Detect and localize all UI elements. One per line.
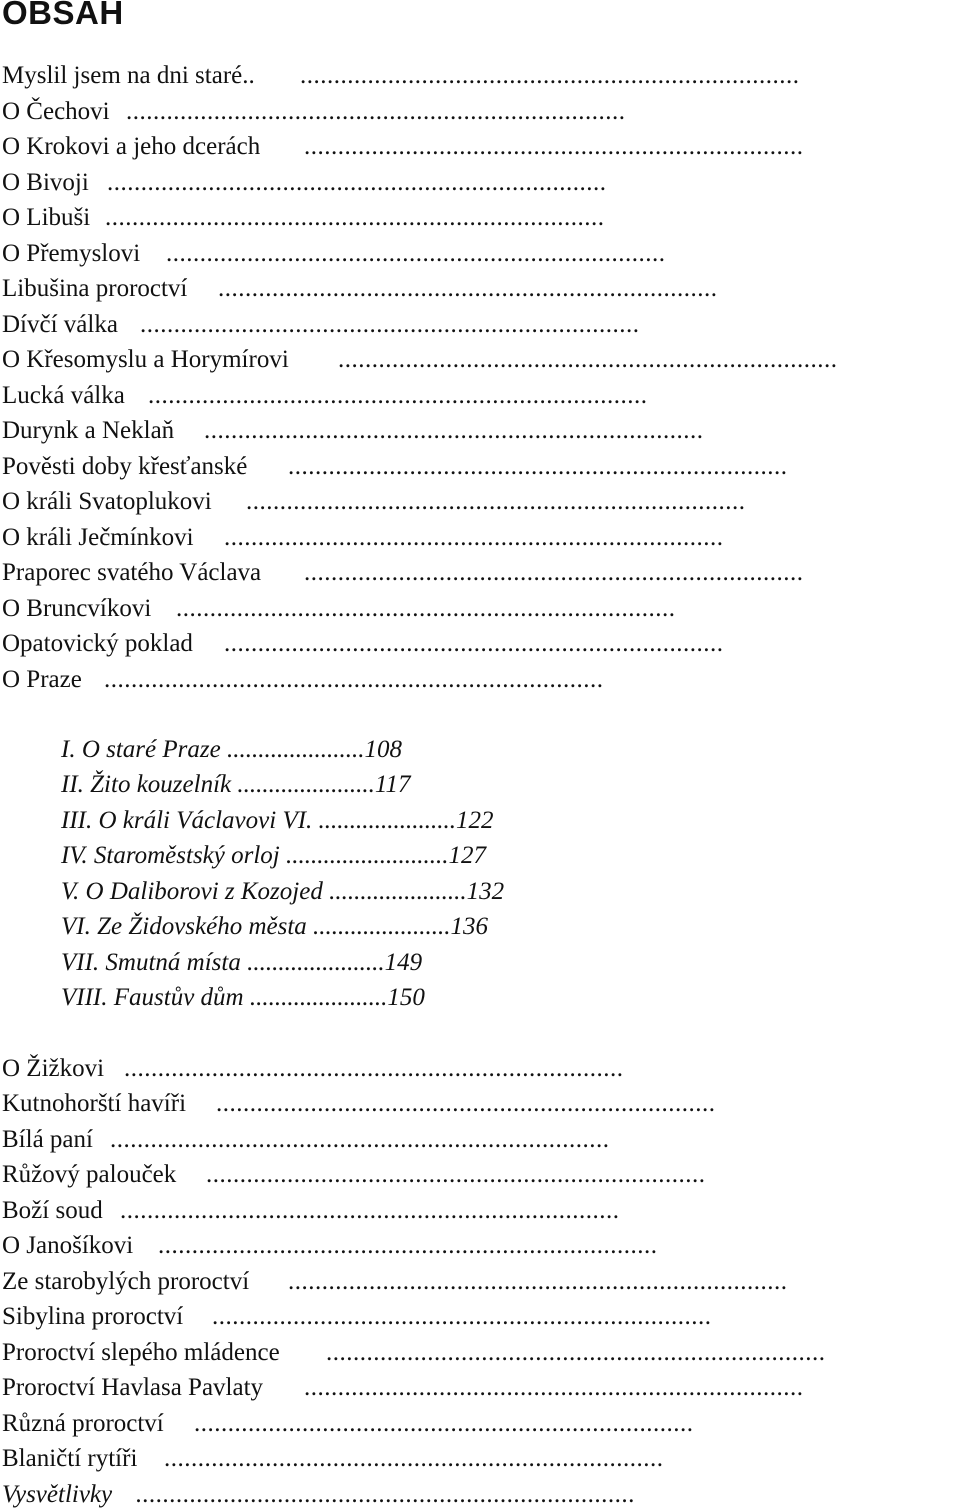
toc-entry-title: Dívčí válka: [2, 311, 118, 338]
toc-leader-dots: ..........................................................................: [104, 666, 604, 693]
toc-leader-dots: ..........................................................................: [136, 1481, 636, 1508]
toc-leader-dots: ..........................................................................: [166, 240, 666, 267]
toc-subentry[interactable]: II. Žito kouzelník ......................117: [61, 771, 411, 798]
toc-leader-dots: ..........................................................................: [176, 595, 676, 622]
toc-entry-title: Durynk a Neklaň: [2, 417, 175, 444]
toc-leader-dots: ..........................................................................: [224, 630, 724, 657]
toc-entry-title: O Janošíkovi: [2, 1232, 134, 1259]
toc-entry-title: O králi Svatoplukovi: [2, 488, 212, 515]
toc-leader-dots: ..........................................................................: [304, 133, 804, 160]
toc-entry-title: Pověsti doby křesťanské: [2, 453, 248, 480]
toc-leader-dots: ..........................................................................: [110, 1126, 610, 1153]
toc-leader-dots: ..........................................................................: [158, 1232, 658, 1259]
toc-subentry[interactable]: VIII. Faustův dům ......................150: [61, 984, 425, 1011]
toc-entry-title: Opatovický poklad: [2, 630, 193, 657]
toc-subentry[interactable]: IV. Staroměstský orloj ..........................127: [61, 842, 486, 869]
toc-leader-dots: ..........................................................................: [304, 1374, 804, 1401]
toc-entry-title: Růžový palouček: [2, 1161, 177, 1188]
toc-leader-dots: ..........................................................................: [288, 453, 788, 480]
toc-leader-dots: ..........................................................................: [224, 524, 724, 551]
toc-leader-dots: ..........................................................................: [300, 62, 800, 89]
toc-leader-dots: ..........................................................................: [120, 1197, 620, 1224]
toc-leader-dots: ..........................................................................: [338, 346, 838, 373]
toc-entry-title: Kutnohorští havíři: [2, 1090, 187, 1117]
toc-leader-dots: ..........................................................................: [105, 204, 605, 231]
toc-entry-title: Různá proroctví: [2, 1410, 164, 1437]
toc-entry-title: Proroctví Havlasa Pavlaty: [2, 1374, 264, 1401]
toc-leader-dots: ..........................................................................: [140, 311, 640, 338]
toc-entry-title: Ze starobylých proroctví: [2, 1268, 250, 1295]
toc-leader-dots: ..........................................................................: [107, 169, 607, 196]
toc-entry-title: O Libuši: [2, 204, 91, 231]
toc-leader-dots: ..........................................................................: [126, 98, 626, 125]
toc-subentry[interactable]: VI. Ze Židovského města ......................136: [61, 913, 489, 940]
toc-entry-title: Vysvětlivky: [2, 1481, 113, 1508]
toc-entry-title: Bílá paní: [2, 1126, 93, 1153]
toc-leader-dots: ..........................................................................: [204, 417, 704, 444]
toc-entry-title: O Bivoji: [2, 169, 89, 196]
page-title: OBSAH: [2, 0, 124, 31]
toc-subentry[interactable]: I. O staré Praze ......................108: [61, 736, 402, 763]
toc-leader-dots: ..........................................................................: [218, 275, 718, 302]
toc-entry-title: O Čechovi: [2, 98, 110, 125]
toc-leader-dots: ..........................................................................: [326, 1339, 826, 1366]
toc-leader-dots: ..........................................................................: [164, 1445, 664, 1472]
toc-leader-dots: ..........................................................................: [304, 559, 804, 586]
toc-entry-title: O Krokovi a jeho dcerách: [2, 133, 261, 160]
toc-entry-title: O Křesomyslu a Horymírovi: [2, 346, 289, 373]
toc-subentry[interactable]: VII. Smutná místa ......................149: [61, 949, 423, 976]
toc-leader-dots: ..........................................................................: [194, 1410, 694, 1437]
toc-leader-dots: ..........................................................................: [206, 1161, 706, 1188]
toc-subentry[interactable]: V. O Daliborovi z Kozojed ......................132: [61, 878, 505, 905]
toc-entry-title: Proroctví slepého mládence: [2, 1339, 280, 1366]
toc-entry-title: O králi Ječmínkovi: [2, 524, 194, 551]
toc-leader-dots: ..........................................................................: [148, 382, 648, 409]
toc-entry-title: Myslil jsem na dni staré..: [2, 62, 255, 89]
toc-entry-title: Libušina proroctví: [2, 275, 188, 302]
toc-leader-dots: ..........................................................................: [216, 1090, 716, 1117]
toc-leader-dots: ..........................................................................: [288, 1268, 788, 1295]
toc-subentry[interactable]: III. O králi Václavovi VI. ......................122: [61, 807, 494, 834]
toc-leader-dots: ..........................................................................: [246, 488, 746, 515]
toc-entry-title: Blaničtí rytíři: [2, 1445, 138, 1472]
toc-leader-dots: ..........................................................................: [124, 1055, 624, 1082]
toc-entry-title: O Žižkovi: [2, 1055, 105, 1082]
toc-entry-title: Sibylina proroctví: [2, 1303, 184, 1330]
toc-entry-title: O Bruncvíkovi: [2, 595, 152, 622]
toc-entry-title: Lucká válka: [2, 382, 125, 409]
toc-entry-title: Praporec svatého Václava: [2, 559, 262, 586]
toc-entry-title: O Přemyslovi: [2, 240, 141, 267]
toc-entry-title: O Praze: [2, 666, 82, 693]
toc-leader-dots: ..........................................................................: [212, 1303, 712, 1330]
toc-entry-title: Boží soud: [2, 1197, 103, 1224]
